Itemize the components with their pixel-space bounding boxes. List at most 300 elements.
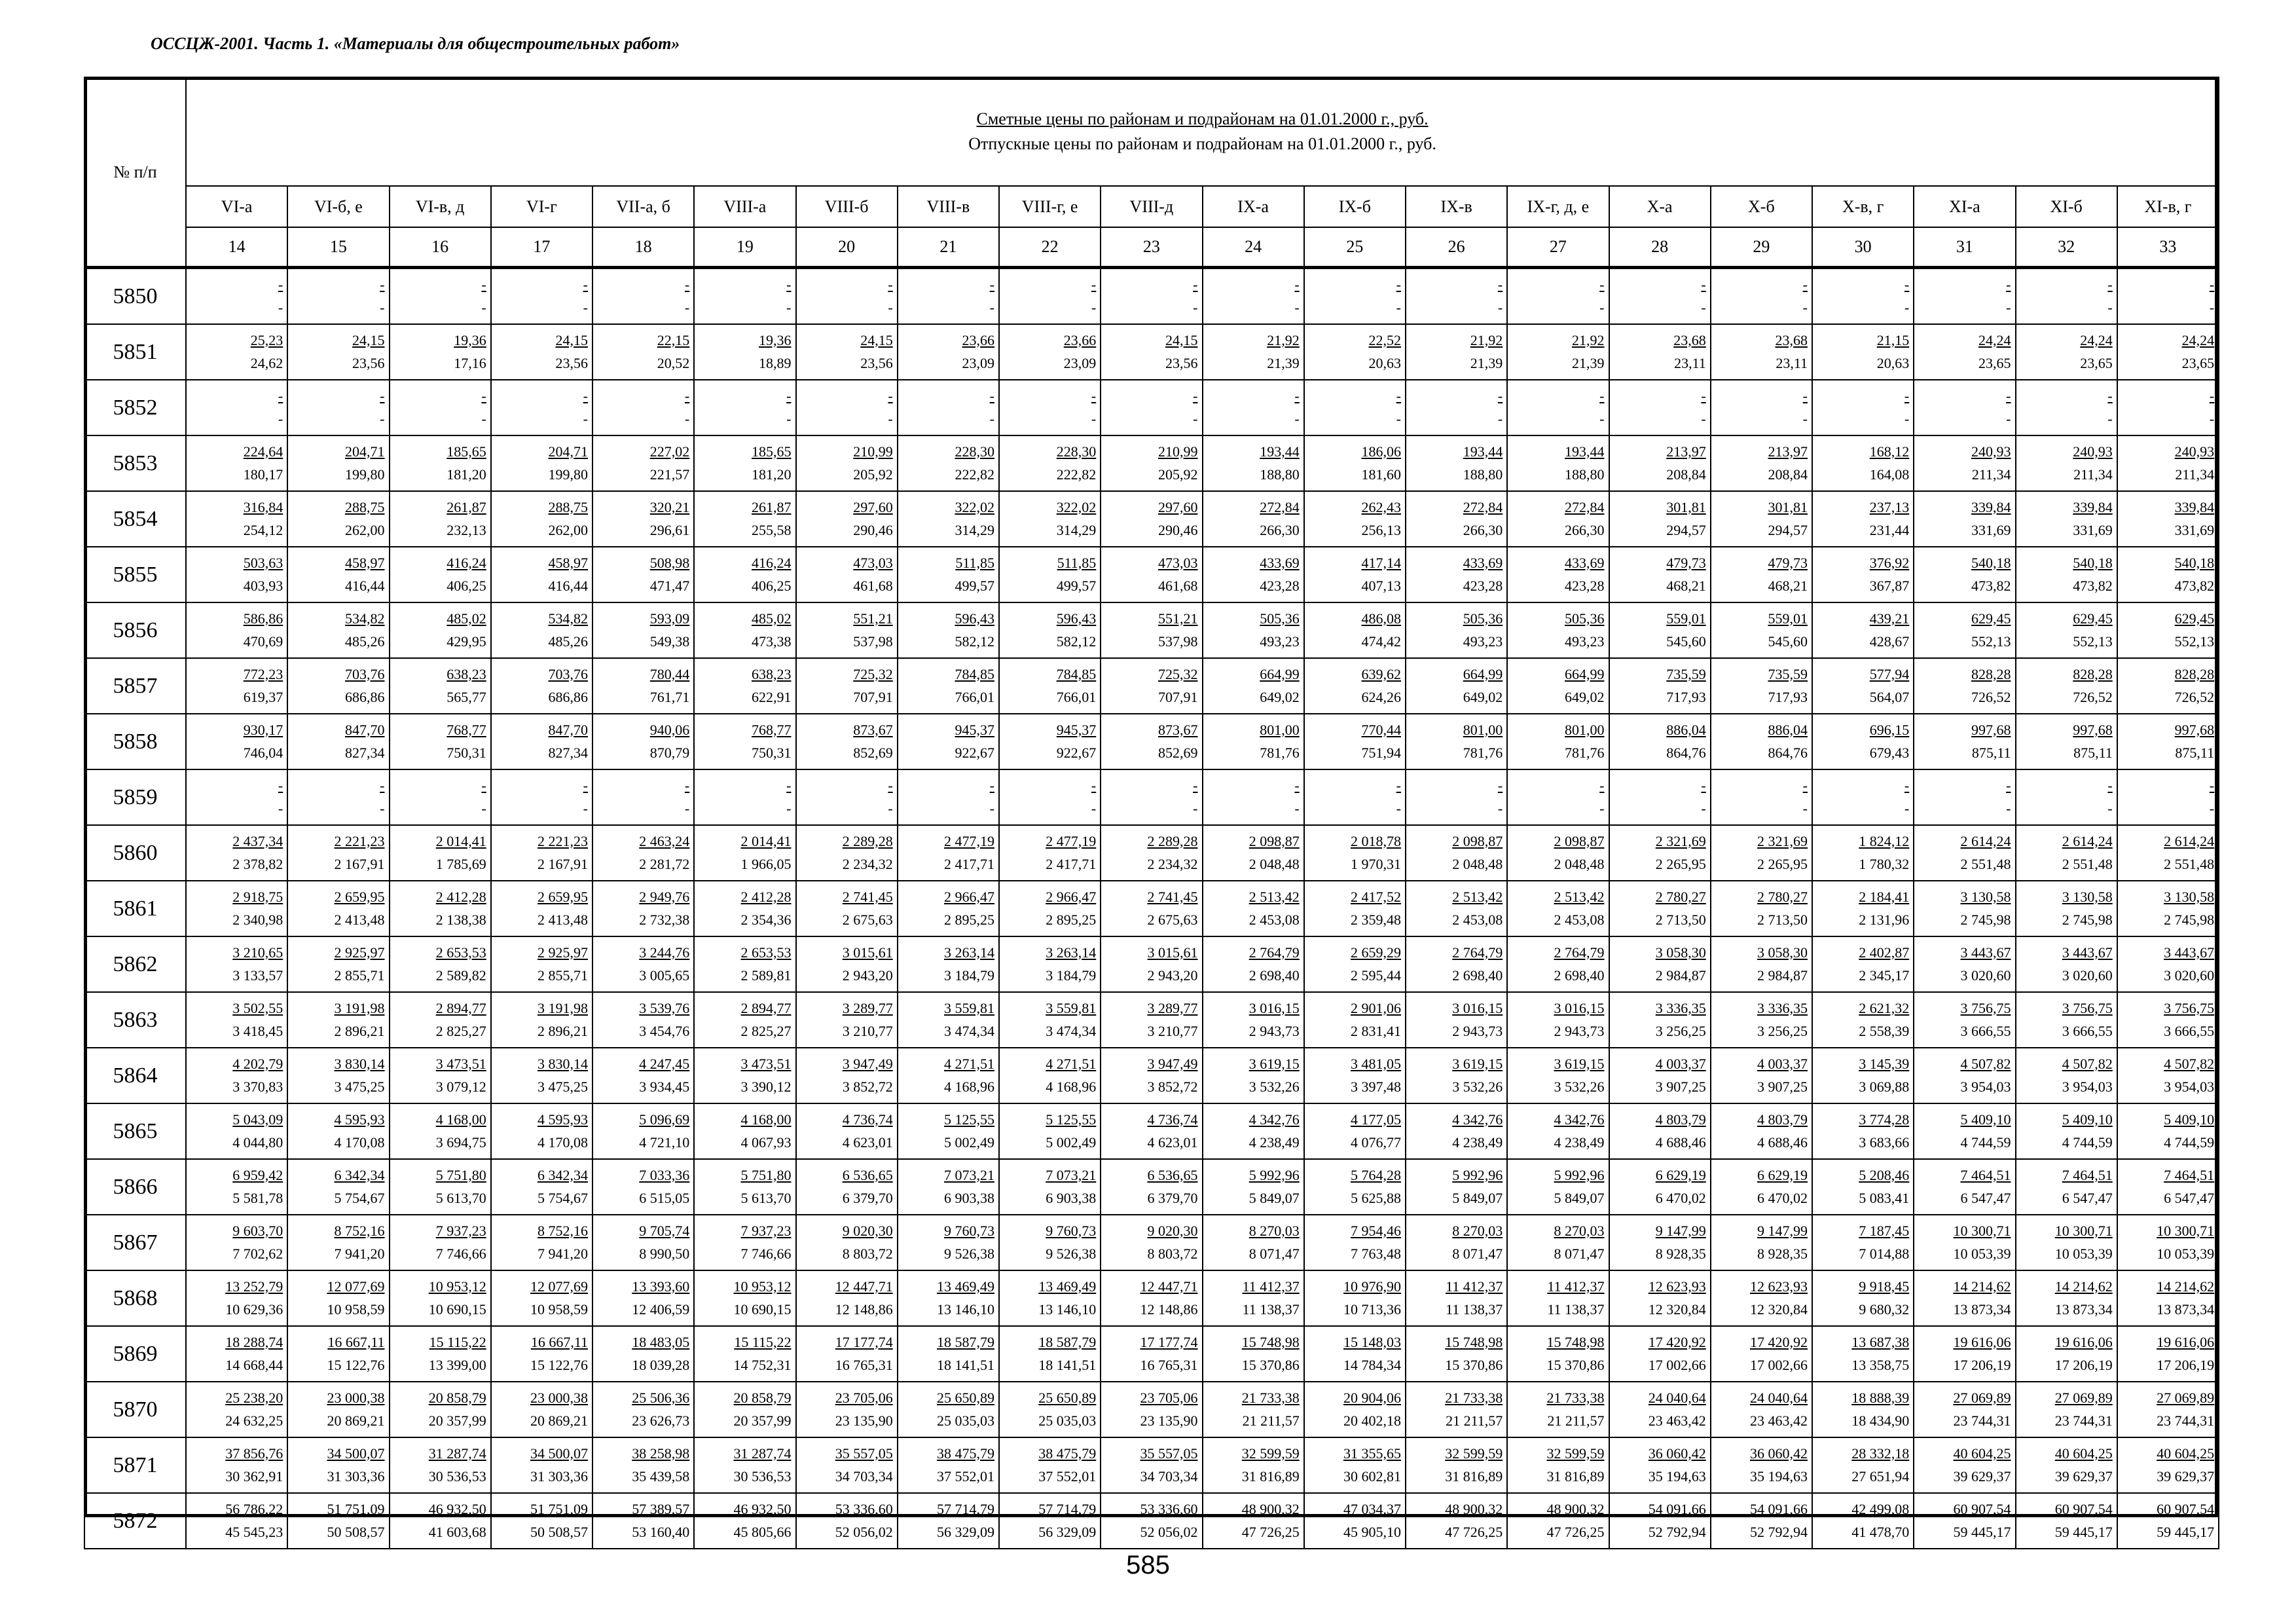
price-cell xyxy=(1406,324,1507,380)
release-price: 423,28 xyxy=(1463,577,1503,594)
row-id: 5871 xyxy=(84,1437,186,1493)
estimated-price: 25 506,36 xyxy=(632,1389,690,1406)
price-cell xyxy=(1406,1103,1507,1159)
estimated-price: 15 748,98 xyxy=(1546,1333,1605,1350)
price-cell xyxy=(1304,380,1406,435)
release-price: 3 210,77 xyxy=(1147,1022,1198,1039)
price-cell xyxy=(2117,1215,2219,1270)
release-price: 2 984,87 xyxy=(1655,967,1706,984)
price-cell xyxy=(1914,324,2015,380)
region-header: X-а xyxy=(1609,186,1711,227)
release-price: 12 148,86 xyxy=(1140,1301,1198,1318)
price-cell xyxy=(796,881,898,936)
estimated-price: - xyxy=(989,387,994,404)
estimated-price: 9 147,99 xyxy=(1757,1222,1808,1239)
region-header-row xyxy=(84,186,2219,227)
price-cell xyxy=(1203,1270,1304,1326)
price-cell xyxy=(2117,547,2219,602)
release-price: 266,30 xyxy=(1565,521,1605,538)
price-cell xyxy=(592,380,694,435)
price-cell xyxy=(1914,1159,2015,1215)
price-cell xyxy=(491,380,592,435)
release-price: 537,98 xyxy=(1158,633,1198,650)
release-price: 766,01 xyxy=(955,688,994,705)
estimated-price: 2 098,87 xyxy=(1554,832,1605,849)
estimated-price: 40 604,25 xyxy=(1953,1445,2011,1462)
release-price: - xyxy=(2006,410,2011,427)
estimated-price: 34 500,07 xyxy=(327,1445,385,1462)
release-price: 3 020,60 xyxy=(1960,967,2011,984)
estimated-price: 46 932,50 xyxy=(733,1500,792,1517)
price-cell xyxy=(592,491,694,547)
estimated-price: 23 705,06 xyxy=(835,1389,893,1406)
price-cell xyxy=(2117,769,2219,825)
release-price: 6 379,70 xyxy=(842,1189,893,1206)
release-price: 750,31 xyxy=(752,744,792,761)
estimated-price: 7 937,23 xyxy=(435,1222,486,1239)
column-number: 29 xyxy=(1711,227,1812,268)
estimated-price: 213,97 xyxy=(1666,443,1706,460)
price-cell xyxy=(287,1382,389,1437)
price-cell xyxy=(1711,1103,1812,1159)
price-cell xyxy=(1203,1493,1304,1549)
estimated-price: - xyxy=(1802,387,1808,404)
column-number: 31 xyxy=(1914,227,2015,268)
table-row xyxy=(84,268,2219,325)
release-price: 864,76 xyxy=(1768,744,1808,761)
row-id: 5861 xyxy=(84,881,186,936)
release-price: 23,65 xyxy=(2080,354,2113,371)
estimated-price: 5 096,69 xyxy=(639,1111,690,1128)
row-id: 5853 xyxy=(84,435,186,491)
price-cell xyxy=(491,547,592,602)
estimated-price: 15 115,22 xyxy=(429,1333,486,1350)
row-id: 5869 xyxy=(84,1326,186,1382)
estimated-price: 210,99 xyxy=(1158,443,1198,460)
price-cell xyxy=(1507,268,1609,325)
price-cell xyxy=(1914,1048,2015,1103)
estimated-price: 3 619,15 xyxy=(1248,1055,1300,1072)
release-price: - xyxy=(1904,299,1910,316)
price-cell xyxy=(1609,769,1711,825)
release-price: 3 954,03 xyxy=(2164,1078,2215,1095)
release-price: 474,42 xyxy=(1361,633,1401,650)
estimated-price: 15 748,98 xyxy=(1445,1333,1503,1350)
estimated-price: 3 336,35 xyxy=(1757,999,1808,1016)
release-price: 17 206,19 xyxy=(2054,1356,2113,1373)
release-price: 3 532,26 xyxy=(1554,1078,1605,1095)
price-cell xyxy=(796,602,898,658)
estimated-price: 56 786,22 xyxy=(225,1500,283,1517)
price-cell xyxy=(1304,1437,1406,1493)
estimated-price: 9 760,73 xyxy=(1046,1222,1097,1239)
estimated-price: 3 130,58 xyxy=(2062,888,2113,905)
estimated-price: 23,66 xyxy=(1063,331,1097,348)
price-cell xyxy=(1711,769,1812,825)
estimated-price: 540,18 xyxy=(2073,554,2113,571)
price-cell xyxy=(2016,1270,2117,1326)
estimated-price: 4 271,51 xyxy=(1046,1055,1097,1072)
estimated-price: 25 238,20 xyxy=(225,1389,283,1406)
price-cell xyxy=(2016,769,2117,825)
estimated-price: - xyxy=(278,387,283,404)
estimated-price: 12 447,71 xyxy=(835,1278,893,1295)
price-cell xyxy=(1304,435,1406,491)
release-price: 4 067,93 xyxy=(740,1134,792,1151)
release-price: 10 958,59 xyxy=(327,1301,385,1318)
release-price: - xyxy=(2209,299,2215,316)
estimated-price: - xyxy=(1497,387,1503,404)
estimated-price: - xyxy=(989,276,994,293)
price-cell xyxy=(1304,1493,1406,1549)
estimated-price: 9 918,45 xyxy=(1859,1278,1910,1295)
estimated-price: 735,59 xyxy=(1768,665,1808,682)
estimated-price: 886,04 xyxy=(1768,721,1808,738)
estimated-price: 32 599,59 xyxy=(1241,1445,1300,1462)
estimated-price: 16 667,11 xyxy=(327,1333,385,1350)
estimated-price: 505,36 xyxy=(1565,610,1605,627)
price-cell xyxy=(1507,881,1609,936)
release-price: 875,11 xyxy=(2175,744,2215,761)
estimated-price: 11 412,37 xyxy=(1446,1278,1503,1295)
price-cell xyxy=(1406,825,1507,881)
price-cell xyxy=(796,1382,898,1437)
estimated-price: 458,97 xyxy=(548,554,588,571)
estimated-price: 5 208,46 xyxy=(1859,1166,1910,1183)
release-price: 262,00 xyxy=(345,521,385,538)
release-price: 2 675,63 xyxy=(1147,911,1198,928)
estimated-price: - xyxy=(684,276,690,293)
release-price: - xyxy=(1904,410,1910,427)
price-cell xyxy=(1609,268,1711,325)
estimated-price: 7 464,51 xyxy=(2062,1166,2113,1183)
column-number: 17 xyxy=(491,227,592,268)
estimated-price: 3 130,58 xyxy=(2164,888,2215,905)
release-price: - xyxy=(583,299,588,316)
release-price: 4 076,77 xyxy=(1351,1134,1401,1151)
price-cell xyxy=(186,658,287,714)
price-cell xyxy=(2016,658,2117,714)
release-price: 2 378,82 xyxy=(232,855,283,872)
price-cell xyxy=(999,825,1101,881)
estimated-price: 8 752,16 xyxy=(334,1222,385,1239)
price-cell xyxy=(694,435,795,491)
price-cell xyxy=(390,936,491,992)
estimated-price: - xyxy=(1497,777,1503,794)
estimated-price: 185,65 xyxy=(752,443,792,460)
price-cell xyxy=(2016,547,2117,602)
estimated-price: 240,93 xyxy=(2073,443,2113,460)
release-price: 15 370,86 xyxy=(1241,1356,1300,1373)
release-price: 726,52 xyxy=(2174,688,2215,705)
price-cell xyxy=(1914,769,2015,825)
release-price: 649,02 xyxy=(1565,688,1605,705)
estimated-price: 4 736,74 xyxy=(1147,1111,1198,1128)
price-cell xyxy=(1914,547,2015,602)
estimated-price: 3 244,76 xyxy=(639,944,690,961)
release-price: 232,13 xyxy=(446,521,486,538)
estimated-price: 2 764,79 xyxy=(1554,944,1605,961)
estimated-price: 873,67 xyxy=(1158,721,1198,738)
price-cell xyxy=(1304,547,1406,602)
estimated-price: 703,76 xyxy=(548,665,588,682)
price-cell xyxy=(1203,268,1304,325)
release-price: 3 532,26 xyxy=(1248,1078,1300,1095)
release-price: - xyxy=(380,299,385,316)
estimated-price: 13 469,49 xyxy=(937,1278,994,1295)
release-price: 15 122,76 xyxy=(327,1356,385,1373)
estimated-price: 4 803,79 xyxy=(1655,1111,1706,1128)
price-cell xyxy=(491,602,592,658)
release-price: 10 713,36 xyxy=(1343,1301,1401,1318)
price-cell xyxy=(898,1159,999,1215)
price-cell xyxy=(1101,825,1202,881)
price-cell xyxy=(1609,658,1711,714)
release-price: 23,65 xyxy=(2181,354,2215,371)
release-price: 20,63 xyxy=(1368,354,1401,371)
price-cell xyxy=(491,1270,592,1326)
price-cell xyxy=(1914,435,2015,491)
release-price: 5 581,78 xyxy=(232,1189,283,1206)
release-price: 2 943,73 xyxy=(1554,1022,1605,1039)
estimated-price: 261,87 xyxy=(446,498,486,515)
release-price: 2 589,81 xyxy=(740,967,792,984)
estimated-price: 35 557,05 xyxy=(1140,1445,1198,1462)
price-cell xyxy=(1507,825,1609,881)
price-cell xyxy=(1711,1159,1812,1215)
release-price: 5 849,07 xyxy=(1452,1189,1503,1206)
price-cell xyxy=(2117,1437,2219,1493)
release-price: 2 453,08 xyxy=(1554,911,1605,928)
price-cell xyxy=(390,435,491,491)
price-cell xyxy=(1304,324,1406,380)
price-cell xyxy=(1507,491,1609,547)
release-price: 222,82 xyxy=(955,466,994,483)
price-cell xyxy=(1203,1103,1304,1159)
estimated-price: 7 073,21 xyxy=(944,1166,994,1183)
price-cell xyxy=(1406,936,1507,992)
estimated-price: 261,87 xyxy=(752,498,792,515)
release-price: 7 702,62 xyxy=(232,1245,283,1262)
release-price: 3 852,72 xyxy=(842,1078,893,1095)
estimated-price: 19 616,06 xyxy=(2054,1333,2113,1350)
price-cell xyxy=(2117,1382,2219,1437)
table-header-row xyxy=(84,77,2219,186)
release-price: 18 039,28 xyxy=(632,1356,690,1373)
row-id: 5872 xyxy=(84,1493,186,1549)
release-price: - xyxy=(1091,410,1097,427)
estimated-price: 3 830,14 xyxy=(334,1055,385,1072)
release-price: 17,16 xyxy=(454,354,486,371)
price-cell xyxy=(1203,1159,1304,1215)
release-price: 13 873,34 xyxy=(2054,1301,2113,1318)
price-cell xyxy=(898,714,999,769)
column-number: 16 xyxy=(390,227,491,268)
release-price: 31 816,89 xyxy=(1546,1467,1605,1485)
price-cell xyxy=(1101,1270,1202,1326)
price-cell xyxy=(592,825,694,881)
estimated-price: 5 409,10 xyxy=(1960,1111,2011,1128)
estimated-price: 2 659,95 xyxy=(334,888,385,905)
price-cell xyxy=(592,1103,694,1159)
release-price: 52 792,94 xyxy=(1750,1523,1808,1540)
estimated-price: 288,75 xyxy=(548,498,588,515)
estimated-price: 228,30 xyxy=(955,443,994,460)
release-price: 3 370,83 xyxy=(232,1078,283,1095)
release-price: 6 547,47 xyxy=(1960,1189,2011,1206)
release-price: - xyxy=(1294,800,1300,817)
table-row xyxy=(84,1326,2219,1382)
region-header: VIII-в xyxy=(898,186,999,227)
price-cell xyxy=(2016,1493,2117,1549)
price-cell xyxy=(1304,1215,1406,1270)
estimated-price: - xyxy=(1193,777,1198,794)
price-cell xyxy=(1406,547,1507,602)
price-cell xyxy=(999,1326,1101,1382)
price-cell xyxy=(694,1103,795,1159)
estimated-price: 3 756,75 xyxy=(2164,999,2215,1016)
estimated-price: 3 210,65 xyxy=(232,944,283,961)
release-price: 406,25 xyxy=(446,577,486,594)
estimated-price: 13 252,79 xyxy=(225,1278,283,1295)
price-cell xyxy=(1914,268,2015,325)
release-price: 52 056,02 xyxy=(1140,1523,1198,1540)
column-number: 23 xyxy=(1101,227,1202,268)
estimated-price-caption: Сметные цены по районам и подрайонам на 01.01.2000 г., руб. xyxy=(976,109,1429,128)
release-price: - xyxy=(278,410,283,427)
price-cell xyxy=(796,769,898,825)
release-price: 781,76 xyxy=(1565,744,1605,761)
estimated-price: 35 557,05 xyxy=(835,1445,893,1462)
release-price: 221,57 xyxy=(649,466,690,483)
table-row xyxy=(84,1270,2219,1326)
release-price: 254,12 xyxy=(243,521,283,538)
estimated-price: 629,45 xyxy=(2073,610,2113,627)
price-cell xyxy=(1101,992,1202,1048)
estimated-price: - xyxy=(888,777,893,794)
table-row xyxy=(84,1215,2219,1270)
estimated-price: 272,84 xyxy=(1260,498,1300,515)
estimated-price: 228,30 xyxy=(1056,443,1097,460)
release-price: 7 941,20 xyxy=(538,1245,588,1262)
estimated-price: 2 014,41 xyxy=(435,832,486,849)
release-price: 27 651,94 xyxy=(1851,1467,1910,1485)
row-id: 5862 xyxy=(84,936,186,992)
estimated-price: 51 751,09 xyxy=(327,1500,385,1517)
price-cell xyxy=(1507,1048,1609,1103)
release-price: 31 303,36 xyxy=(327,1467,385,1485)
release-price: 403,93 xyxy=(243,577,283,594)
price-cell xyxy=(1914,602,2015,658)
release-price: 2 551,48 xyxy=(1960,855,2011,872)
estimated-price: 204,71 xyxy=(548,443,588,460)
estimated-price: 5 751,80 xyxy=(740,1166,792,1183)
estimated-price: 2 764,79 xyxy=(1248,944,1300,961)
release-price: 41 478,70 xyxy=(1851,1523,1910,1540)
price-cell xyxy=(1406,380,1507,435)
estimated-price: 768,77 xyxy=(752,721,792,738)
price-cell xyxy=(796,268,898,325)
price-cell xyxy=(186,714,287,769)
price-cell xyxy=(1914,1326,2015,1382)
estimated-price: 772,23 xyxy=(243,665,283,682)
price-cell xyxy=(592,1048,694,1103)
estimated-price: 3 830,14 xyxy=(538,1055,588,1072)
price-cell xyxy=(1101,491,1202,547)
estimated-price: 272,84 xyxy=(1565,498,1605,515)
price-cell xyxy=(186,547,287,602)
price-cell xyxy=(287,435,389,491)
estimated-price: 224,64 xyxy=(243,443,283,460)
price-cell xyxy=(999,1437,1101,1493)
estimated-price: - xyxy=(380,777,385,794)
price-cell xyxy=(694,1437,795,1493)
price-cell xyxy=(694,658,795,714)
price-cell xyxy=(796,1103,898,1159)
estimated-price: 36 060,42 xyxy=(1648,1445,1706,1462)
price-cell xyxy=(1101,769,1202,825)
price-cell xyxy=(2016,1048,2117,1103)
price-cell xyxy=(491,491,592,547)
estimated-price: 2 018,78 xyxy=(1351,832,1401,849)
estimated-price: 997,68 xyxy=(2174,721,2215,738)
release-price: 2 453,08 xyxy=(1248,911,1300,928)
price-cell xyxy=(1914,658,2015,714)
price-cell xyxy=(287,1103,389,1159)
estimated-price: 847,70 xyxy=(345,721,385,738)
estimated-price: 2 437,34 xyxy=(232,832,283,849)
release-price: 2 589,82 xyxy=(435,967,486,984)
price-cell xyxy=(694,1382,795,1437)
release-price: 11 138,37 xyxy=(1446,1301,1503,1318)
estimated-price: - xyxy=(481,387,486,404)
price-cell xyxy=(999,547,1101,602)
release-price: 3 954,03 xyxy=(2062,1078,2113,1095)
release-price: 406,25 xyxy=(752,577,792,594)
estimated-price: 3 016,15 xyxy=(1554,999,1605,1016)
estimated-price: 784,85 xyxy=(1056,665,1097,682)
price-cell xyxy=(1203,491,1304,547)
table-row xyxy=(84,658,2219,714)
release-price: 4 044,80 xyxy=(232,1134,283,1151)
estimated-price: 2 184,41 xyxy=(1859,888,1910,905)
price-cell xyxy=(1507,1215,1609,1270)
estimated-price: 322,02 xyxy=(1056,498,1097,515)
release-price: 20 869,21 xyxy=(530,1412,588,1429)
price-cell xyxy=(2016,1382,2117,1437)
estimated-price: 2 321,69 xyxy=(1757,832,1808,849)
price-cell xyxy=(390,268,491,325)
release-price: 3 256,25 xyxy=(1757,1022,1808,1039)
release-price: 13 146,10 xyxy=(1038,1301,1097,1318)
estimated-price: - xyxy=(1294,777,1300,794)
release-price: - xyxy=(583,410,588,427)
estimated-price: 14 214,62 xyxy=(2157,1278,2215,1295)
estimated-price: 24,15 xyxy=(555,331,588,348)
estimated-price: 5 125,55 xyxy=(944,1111,994,1128)
price-cell xyxy=(287,547,389,602)
price-cell xyxy=(1406,1048,1507,1103)
price-cell xyxy=(1711,380,1812,435)
release-price: 23,56 xyxy=(555,354,588,371)
release-price: - xyxy=(2209,800,2215,817)
estimated-price: 5 751,80 xyxy=(435,1166,486,1183)
release-price: 20 357,99 xyxy=(428,1412,486,1429)
estimated-price: 8 752,16 xyxy=(538,1222,588,1239)
release-price: 20 869,21 xyxy=(327,1412,385,1429)
release-price: 47 726,25 xyxy=(1445,1523,1503,1540)
price-cell xyxy=(1101,1103,1202,1159)
